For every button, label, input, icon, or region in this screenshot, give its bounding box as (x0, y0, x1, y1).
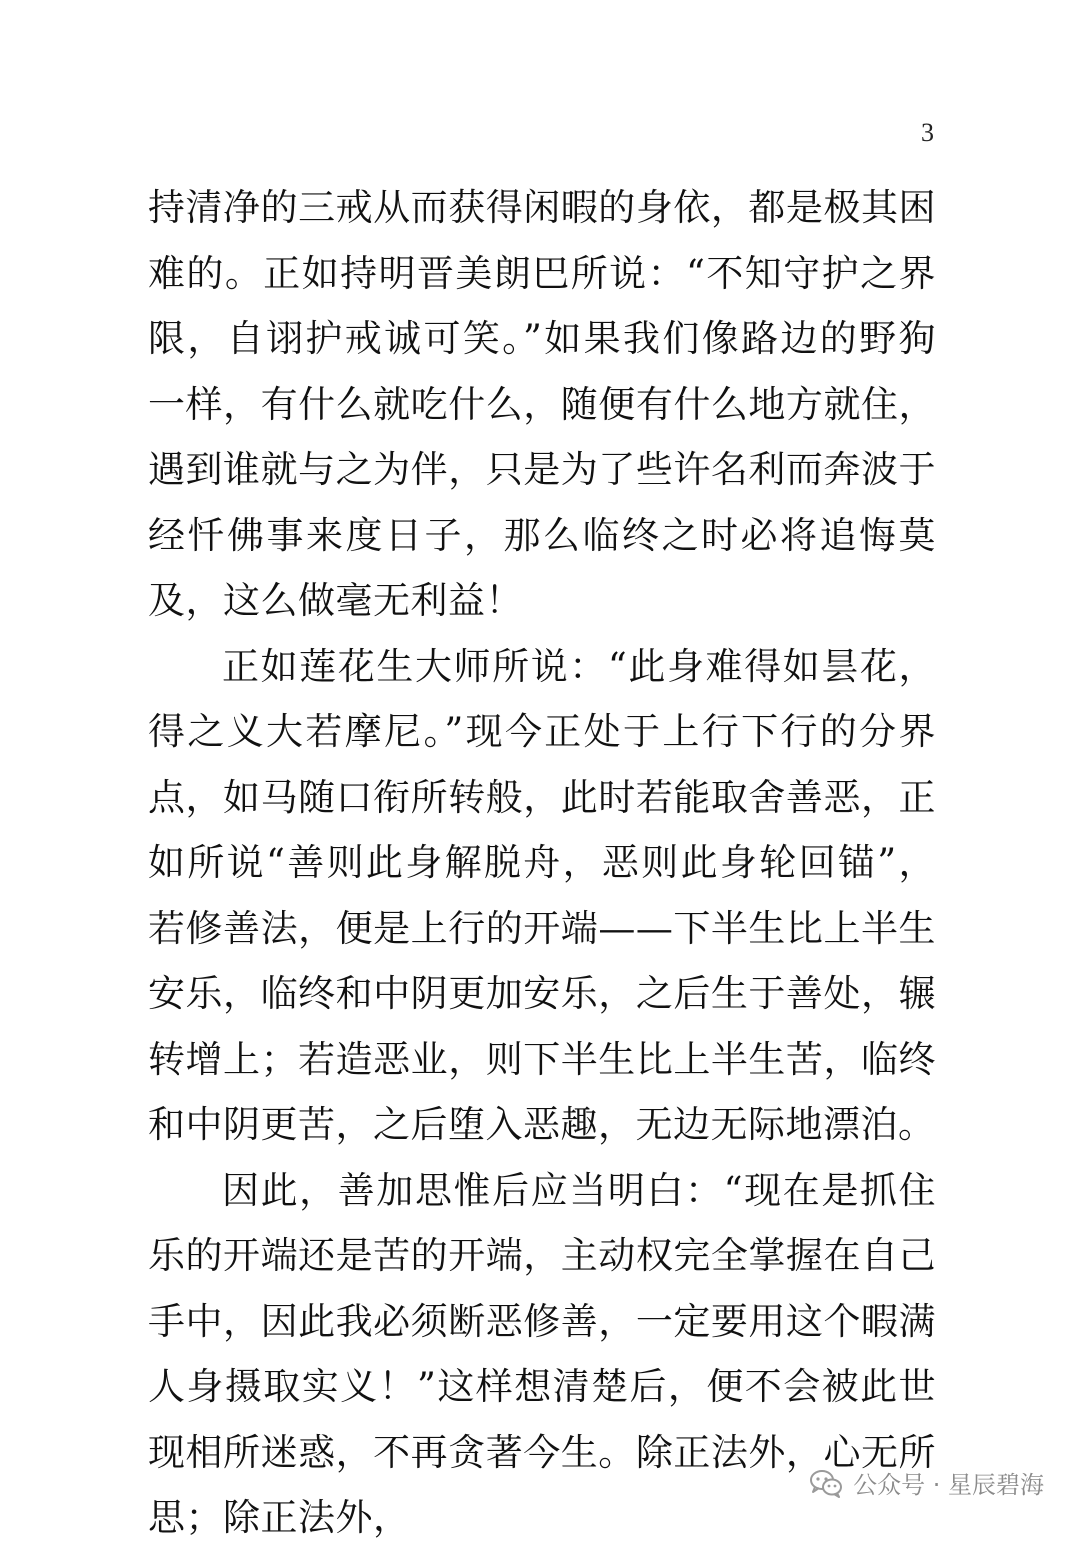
watermark-text: 公众号 · 星辰碧海 (853, 1471, 1044, 1499)
paragraph-3: 因此，善加思惟后应当明白：“现在是抓住乐的开端还是苦的开端，主动权完全掌握在自己手中，因此我必须断恶修善，一定要用这个暇满人身摄取实义！”这样想清楚后，便不会被此世现相所迷惑，不再贪著今生。除正法外，心无所思；除正法外， (148, 1168, 936, 1539)
page-number: 3 (921, 118, 934, 147)
wechat-icon (809, 1468, 843, 1498)
paragraph-2: 正如莲花生大师所说：“此身难得如昙花，得之义大若摩尼。”现今正处于上行下行的分界点，如马随口衔所转般，此时若能取舍善恶，正如所说“善则此身解脱舟，恶则此身轮回锚”，若修善法，便是上行的开端——下半生比上半生安乐，临终和中阴更加安乐，之后生于善处，辗转增上；若造恶业，则下半生比上半生苦，临终和中阴更苦，之后堕入恶趣，无边无际地漂泊。 (148, 644, 936, 1146)
body-text (148, 175, 936, 1551)
watermark (809, 1465, 1044, 1500)
paragraph-1: 持清净的三戒从而获得闲暇的身依，都是极其困难的。正如持明晋美朗巴所说：“不知守护之界限，自诩护戒诚可笑。”如果我们像路边的野狗一样，有什么就吃什么，随便有什么地方就住，遇到谁就与之为伴，只是为了些许名利而奔波于经忏佛事来度日子，那么临终之时必将追悔莫及，这么做毫无利益！ (148, 186, 936, 622)
